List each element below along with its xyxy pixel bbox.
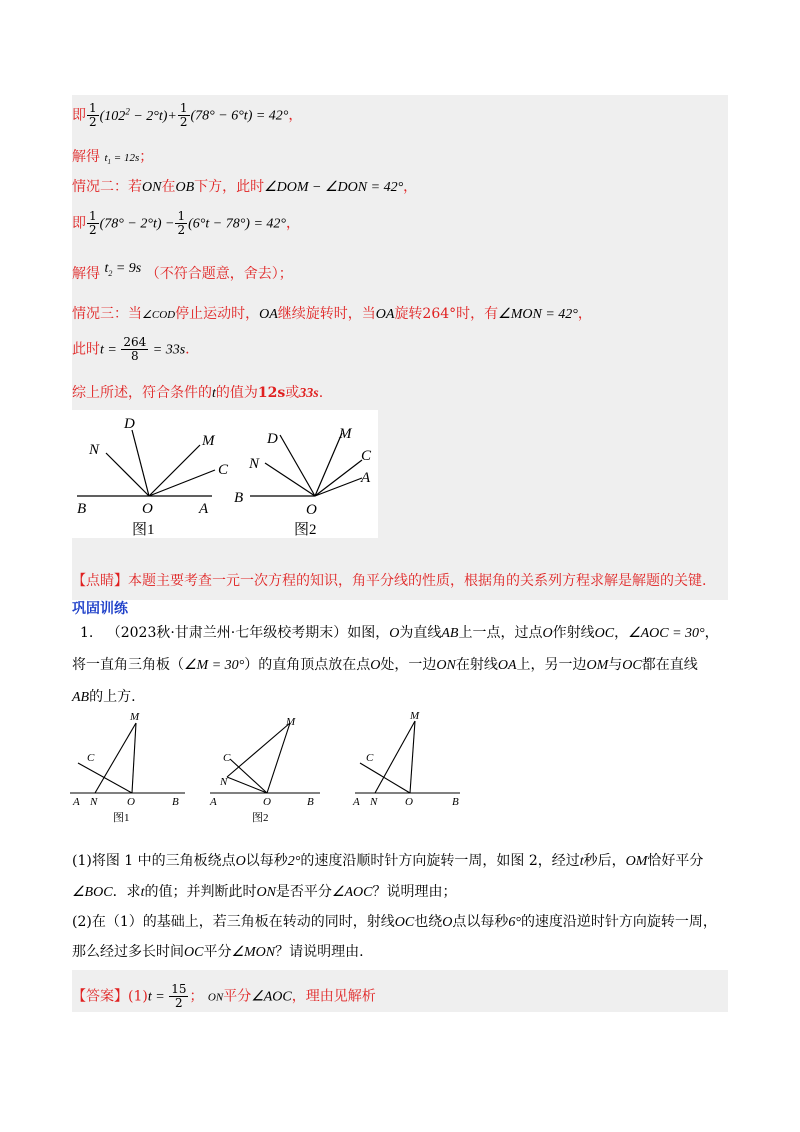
answer-line: 【答案】(1)t = $\frac{15}{2}$ ； ON平分∠AOC，理由见解析: [72, 982, 376, 1010]
pfig2-label-n: N: [220, 776, 228, 788]
pfig1-oc: [78, 763, 132, 793]
question-2-line-1: (2)在（1）的基础上，若三角板在转动的同时，射线OC也绕O点以每秒6°的速度沿逆时针方向旋转一周，: [72, 914, 717, 930]
pfig2-label-a: A: [210, 796, 217, 808]
pfig1-label-n: N: [90, 796, 98, 808]
pfig3-mn: [375, 721, 415, 793]
solution-summary: 综上所述，符合条件的t的值为12s或33s.: [72, 385, 324, 401]
fig2-ray-on: [265, 463, 315, 496]
fig2-ray-om: [315, 433, 342, 496]
pfig2-caption: 图2: [252, 812, 269, 824]
fig1-label-a: A: [199, 501, 209, 517]
solution-line-1: 即 $\frac{1}{2}$ $(102^2 - 2^\circ t)+$ $\frac{1}{2}$ (78° − 6°t) = 42°，: [72, 101, 303, 130]
fig2-ray-od: [280, 435, 315, 496]
problem-line-1: 1. （2023秋·甘肃兰州·七年级校考期末）如图，O为直线AB上一点，过点O作射线OC，∠AOC = 30°，: [80, 625, 719, 641]
pfig1-label-c: C: [87, 752, 95, 764]
pfig2-label-b: B: [307, 796, 314, 808]
pfig1-caption: 图1: [113, 812, 130, 824]
fig1-label-c: C: [218, 462, 229, 478]
pfig1-label-m: M: [130, 711, 140, 723]
question-1-line-2: ∠BOC．求t的值；并判断此时ON是否平分∠AOC？说明理由；: [72, 884, 457, 900]
pfig3-label-n: N: [370, 796, 378, 808]
pfig2-label-c: C: [223, 752, 231, 764]
pfig3-label-o: O: [405, 796, 413, 808]
fig1-ray-om: [149, 445, 200, 496]
fig1-label-n: N: [89, 442, 100, 458]
fig1-caption: 图1: [132, 522, 155, 538]
solution-case-3: 情况三：当∠COD停止运动时，OA继续旋转时，当OA旋转264°时，有∠MON = 42°，: [72, 306, 592, 322]
solution-line-5: 解得 $t_2 = 9s$ （不符合题意，舍去）；: [72, 261, 293, 282]
pfig3-oc: [360, 763, 410, 793]
section-title: 巩固训练: [72, 601, 128, 617]
fig2-label-n: N: [249, 456, 260, 472]
pfig1-label-o: O: [127, 796, 135, 808]
fig2-label-m: M: [339, 426, 352, 442]
dianjing: 【点睛】本题主要考查一元一次方程的知识，角平分线的性质，根据角的关系列方程求解是解题的关键.: [72, 573, 707, 589]
solution-line-7: 此时t = $\frac{264}{8}$ = 33s.: [72, 335, 190, 363]
pfig3-label-a: A: [353, 796, 360, 808]
solution-case-2: 情况二：若ON在OB下方，此时∠DOM − ∠DON = 42°，: [72, 179, 418, 195]
question-2-line-2: 那么经过多长时间OC平分∠MON？请说明理由.: [72, 944, 364, 960]
pfig2-label-o: O: [263, 796, 271, 808]
pfig3-label-m: M: [410, 710, 420, 722]
pfig1-mn: [95, 723, 136, 793]
fig2-label-a: A: [361, 470, 371, 486]
pfig1-om: [132, 723, 136, 793]
pfig2-label-m: M: [286, 716, 296, 728]
fig2-ray-oc: [315, 460, 362, 496]
pfig3-label-b: B: [452, 796, 459, 808]
problem-line-3: AB的上方.: [72, 689, 136, 705]
pfig1-label-b: B: [172, 796, 179, 808]
fig1-label-b: B: [77, 501, 87, 517]
fig1-label-m: M: [202, 433, 215, 449]
fig2-label-o: O: [306, 502, 317, 518]
figures-top: [72, 410, 378, 538]
pfig2-no: [227, 777, 267, 793]
fig1-ray-on: [106, 453, 149, 496]
solution-line-2: 解得 $t_1 = 12s$；: [72, 149, 154, 167]
problem-line-2: 将一直角三角板（∠M = 30°）的直角顶点放在点O处，一边ON在射线OA上，另一边OM与OC都在直线: [72, 657, 698, 673]
fig2-label-d: D: [267, 431, 278, 447]
fig2-label-c: C: [361, 448, 372, 464]
figure-top-svg: [72, 410, 378, 538]
fig1-label-o: O: [142, 501, 153, 517]
pfig3-om: [410, 721, 415, 793]
pfig1-label-a: A: [73, 796, 80, 808]
pfig3-label-c: C: [366, 752, 374, 764]
fig1-ray-oc: [149, 470, 215, 496]
solution-line-4: 即 $\frac{1}{2}$ (78° − 2°t) − $\frac{1}{2}$ (6°t − 78°) = 42°，: [72, 209, 300, 237]
problem-figures: [60, 705, 480, 830]
fig2-label-b: B: [234, 490, 244, 506]
fig1-ray-od: [132, 430, 149, 496]
question-1-line-1: (1)将图 1 中的三角板绕点O以每秒2°的速度沿顺时针方向旋转一周，如图 2，经过t秒后，OM恰好平分: [72, 853, 704, 869]
pfig2-oc: [230, 759, 267, 793]
fig2-caption: 图2: [294, 522, 317, 538]
fig1-label-d: D: [124, 416, 135, 432]
